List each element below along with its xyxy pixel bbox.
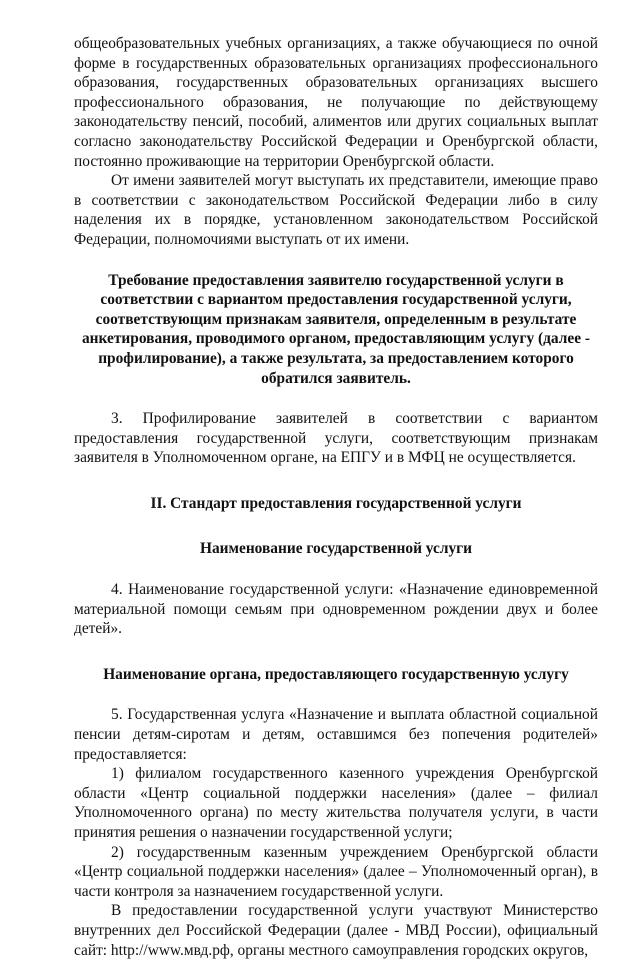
heading-section-ii-standard: II. Стандарт предоставления государственной услуги xyxy=(150,494,522,512)
heading-providing-authority: Наименование органа, предоставляющего государственную услугу xyxy=(103,665,569,683)
paragraph-eligible-students: общеобразовательных учебных организациях, а также обучающиеся по очной форме в государственных образовательных организациях профессионального образования, государственных образовательных организациях высшего профессионального образования, не получающие по действующему законодательству пенсий, пособий, алиментов или других социальных выплат согласно законодательству Российской Федерации и Оренбургской области, постоянно проживающие на территории Оренбургской области. xyxy=(74,35,598,170)
heading-profiling-requirement: Требование предоставления заявителю государственной услуги в соответствии с вариантом предоставления государственной услуги, соответствующим признакам заявителя, определенным в результате анкетирования, проводимого органом, предоставляющим услугу (далее - профилирование), а также результата, за предоставлением которого обратился заявитель. xyxy=(81,271,591,387)
paragraph-representatives: От имени заявителей могут выступать их представители, имеющие право в соответствии с законодательством Российской Федерации либо в силу наделения их в порядке, установленном законодательством Российской Федерации, полномочиями выступать от их имени. xyxy=(74,172,598,248)
paragraph-item-4-service-name: 4. Наименование государственной услуги: «Назначение единовременной материальной помощи семьям при одновременном рождении двух и более детей». xyxy=(74,581,598,638)
paragraph-subitem-2-authorized-body: 2) государственным казенным учреждением Оренбургской области «Центр социальной поддержки населения» (далее – Уполномоченный орган), в части контроля за назначением государственной услуги. xyxy=(74,843,598,900)
document-page xyxy=(74,34,598,960)
paragraph-subitem-1-branch: 1) филиалом государственного казенного учреждения Оренбургской области «Центр социальной поддержки населения» (далее – филиал Уполномоченного органа) по месту жительства получателя услуги, в части принятия решения о назначении государственной услуги; xyxy=(74,765,598,841)
heading-service-name: Наименование государственной услуги xyxy=(199,540,473,558)
paragraph-item-3-profiling: 3. Профилирование заявителей в соответствии с вариантом предоставления государственной услуги, соответствующим признакам заявителя в Уполномоченном органе, на ЕПГУ и в МФЦ не осуществляется. xyxy=(74,410,598,467)
paragraph-participants: В предоставлении государственной услуги участвуют Министерство внутренних дел Российской Федерации (далее - МВД России), официальный сайт: http://www.мвд.рф, органы местного самоуправления городских округов, xyxy=(74,902,598,959)
paragraph-item-5-provided-by: 5. Государственная услуга «Назначение и выплата областной социальной пенсии детям-сиротам и детям, оставшимся без попечения родителей» предоставляется: xyxy=(74,706,598,763)
